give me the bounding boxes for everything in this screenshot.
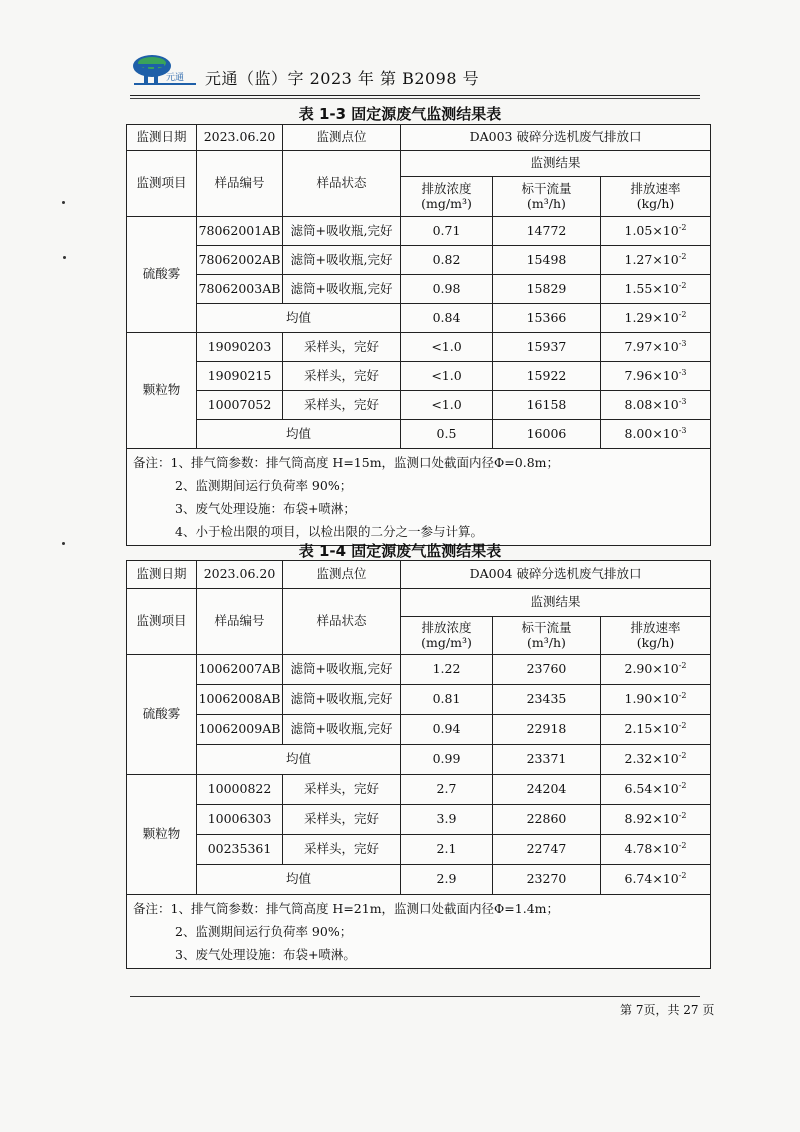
rate-unit: (kg/h) [636,195,675,211]
rate-value: $1.90\times 10^{-2}$ [601,685,711,715]
sample-no: 00235361 [197,835,283,865]
sample-no: 10062008AB [197,685,283,715]
rate-value: $1.05\times 10^{-2}$ [601,217,711,246]
flow-value: 23435 [493,685,601,715]
sample-no: 19090215 [197,362,283,391]
sample-no: 10006303 [197,805,283,835]
note-line: 3、废气处理设施：布袋+喷淋； [175,501,356,516]
flow-value: 15922 [493,362,601,391]
sample-no: 78062001AB [197,217,283,246]
flow-value: 22918 [493,715,601,745]
flow-label: 标干流量 [521,620,572,636]
flow-value: 22860 [493,805,601,835]
sample-no: 10007052 [197,391,283,420]
rate-value: $2.15\times 10^{-2}$ [601,715,711,745]
rate-value: $8.92\times 10^{-2}$ [601,805,711,835]
scan-dot [62,201,65,204]
table-row [127,391,711,420]
sample-state: 滤筒+吸收瓶,完好 [283,246,401,275]
sample-state-label: 样品状态 [283,589,401,655]
sample-state: 滤筒+吸收瓶,完好 [283,685,401,715]
item-label: 监测项目 [127,589,197,655]
rate-value: $7.97\times 10^{-3}$ [601,333,711,362]
conc-value: <1.0 [401,333,493,362]
rate-avg: $1.29\times 10^{-2}$ [601,304,711,333]
flow-header [493,617,601,655]
table-row [127,246,711,275]
conc-avg: 0.99 [401,745,493,775]
rate-value: $6.54\times 10^{-2}$ [601,775,711,805]
conc-avg: 0.5 [401,420,493,449]
footer-divider [130,996,700,997]
conc-value: <1.0 [401,362,493,391]
table2 [126,560,711,969]
date-value: 2023.06.20 [197,561,283,589]
flow-value: 22747 [493,835,601,865]
rate-value: $1.27\times 10^{-2}$ [601,246,711,275]
flow-value: 24204 [493,775,601,805]
result-label: 监测结果 [401,151,711,177]
company-logo [130,52,202,88]
note-line: 2、监测期间运行负荷率 90%； [175,924,353,939]
table-row [127,715,711,745]
note-line: 备注：1、排气筒参数：排气筒高度 H=15m，监测口处截面内径Φ=0.8m； [133,455,560,470]
header-divider-thin [130,98,700,99]
conc-unit: (mg/m³) [421,634,472,650]
table-row [127,835,711,865]
table-row [127,655,711,685]
note-line: 2、监测期间运行负荷率 90%； [175,478,353,493]
logo-text: 元通 [166,73,185,83]
table-row [127,362,711,391]
sample-no: 78062003AB [197,275,283,304]
sample-no-label: 样品编号 [197,151,283,217]
scan-dot [63,256,66,259]
sample-state: 滤筒+吸收瓶,完好 [283,217,401,246]
flow-value: 16158 [493,391,601,420]
conc-value: 0.94 [401,715,493,745]
rate-label: 排放速率 [630,181,681,197]
table1 [126,124,711,546]
table-row [127,805,711,835]
table-row [127,275,711,304]
flow-avg: 15366 [493,304,601,333]
sample-no: 10062007AB [197,655,283,685]
sample-state: 采样头，完好 [283,775,401,805]
flow-value: 14772 [493,217,601,246]
table2-notes [127,895,711,969]
flow-avg: 23371 [493,745,601,775]
conc-avg: 2.9 [401,865,493,895]
sample-no: 10000822 [197,775,283,805]
rate-value: $1.55\times 10^{-2}$ [601,275,711,304]
rate-avg: $2.32\times 10^{-2}$ [601,745,711,775]
conc-label: 排放浓度 [421,181,472,197]
conc-value: 0.82 [401,246,493,275]
sample-state: 滤筒+吸收瓶,完好 [283,275,401,304]
page-number: 第 7页，共 27 页 [620,1003,715,1017]
point-value: DA003 破碎分选机废气排放口 [401,125,711,151]
rate-unit: (kg/h) [636,634,675,650]
conc-value: 3.9 [401,805,493,835]
note-line: 3、废气处理设施：布袋+喷淋。 [175,947,356,962]
result-label: 监测结果 [401,589,711,617]
sample-no: 78062002AB [197,246,283,275]
rate-label: 排放速率 [630,620,681,636]
conc-unit: (mg/m³) [421,195,472,211]
conc-value: 0.71 [401,217,493,246]
flow-unit: (m³/h) [527,634,566,650]
table2-title: 表 1-4 固定源废气监测结果表 [298,542,502,560]
sample-state: 采样头，完好 [283,805,401,835]
rate-avg: $6.74\times 10^{-2}$ [601,865,711,895]
flow-header [493,177,601,217]
note-line: 备注：1、排气筒参数：排气筒高度 H=21m，监测口处截面内径Φ=1.4m； [133,901,560,916]
item-name: 颗粒物 [127,333,197,449]
sample-no: 10062009AB [197,715,283,745]
conc-header [401,177,493,217]
flow-avg: 23270 [493,865,601,895]
table-row [127,333,711,362]
average-row [127,304,711,333]
sample-state-label: 样品状态 [283,151,401,217]
point-label: 监测点位 [283,561,401,589]
sample-no-label: 样品编号 [197,589,283,655]
conc-label: 排放浓度 [421,620,472,636]
flow-value: 15498 [493,246,601,275]
flow-unit: (m³/h) [527,195,566,211]
sample-state: 滤筒+吸收瓶,完好 [283,655,401,685]
average-row [127,865,711,895]
rate-value: $8.08\times 10^{-3}$ [601,391,711,420]
rate-header [601,617,711,655]
average-row [127,745,711,775]
date-value: 2023.06.20 [197,125,283,151]
item-name: 颗粒物 [127,775,197,895]
table-row [127,775,711,805]
average-label: 均值 [197,865,401,895]
conc-value: 2.7 [401,775,493,805]
conc-value: <1.0 [401,391,493,420]
item-label: 监测项目 [127,151,197,217]
table1-notes [127,449,711,546]
conc-avg: 0.84 [401,304,493,333]
flow-label: 标干流量 [521,181,572,197]
item-name: 硫酸雾 [127,655,197,775]
flow-value: 23760 [493,655,601,685]
table-row [127,217,711,246]
rate-value: $7.96\times 10^{-3}$ [601,362,711,391]
average-label: 均值 [197,420,401,449]
sample-no: 19090203 [197,333,283,362]
rate-header [601,177,711,217]
item-name: 硫酸雾 [127,217,197,333]
sample-state: 采样头，完好 [283,362,401,391]
table1-title: 表 1-3 固定源废气监测结果表 [298,105,502,123]
average-label: 均值 [197,304,401,333]
report-number: 元通（监）字 2023 年 第 B2098 号 [205,69,480,88]
date-label: 监测日期 [127,561,197,589]
conc-value: 1.22 [401,655,493,685]
flow-value: 15829 [493,275,601,304]
sample-state: 采样头，完好 [283,333,401,362]
average-label: 均值 [197,745,401,775]
point-value: DA004 破碎分选机废气排放口 [401,561,711,589]
note-line: 4、小于检出限的项目，以检出限的二分之一参与计算。 [175,524,483,539]
rate-value: $4.78\times 10^{-2}$ [601,835,711,865]
sample-state: 采样头，完好 [283,835,401,865]
flow-value: 15937 [493,333,601,362]
date-label: 监测日期 [127,125,197,151]
sample-state: 采样头，完好 [283,391,401,420]
rate-value: $2.90\times 10^{-2}$ [601,655,711,685]
average-row [127,420,711,449]
conc-value: 0.81 [401,685,493,715]
point-label: 监测点位 [283,125,401,151]
rate-avg: $8.00\times 10^{-3}$ [601,420,711,449]
conc-value: 2.1 [401,835,493,865]
flow-avg: 16006 [493,420,601,449]
header-divider [130,95,700,96]
conc-header [401,617,493,655]
table-row [127,685,711,715]
conc-value: 0.98 [401,275,493,304]
sample-state: 滤筒+吸收瓶,完好 [283,715,401,745]
